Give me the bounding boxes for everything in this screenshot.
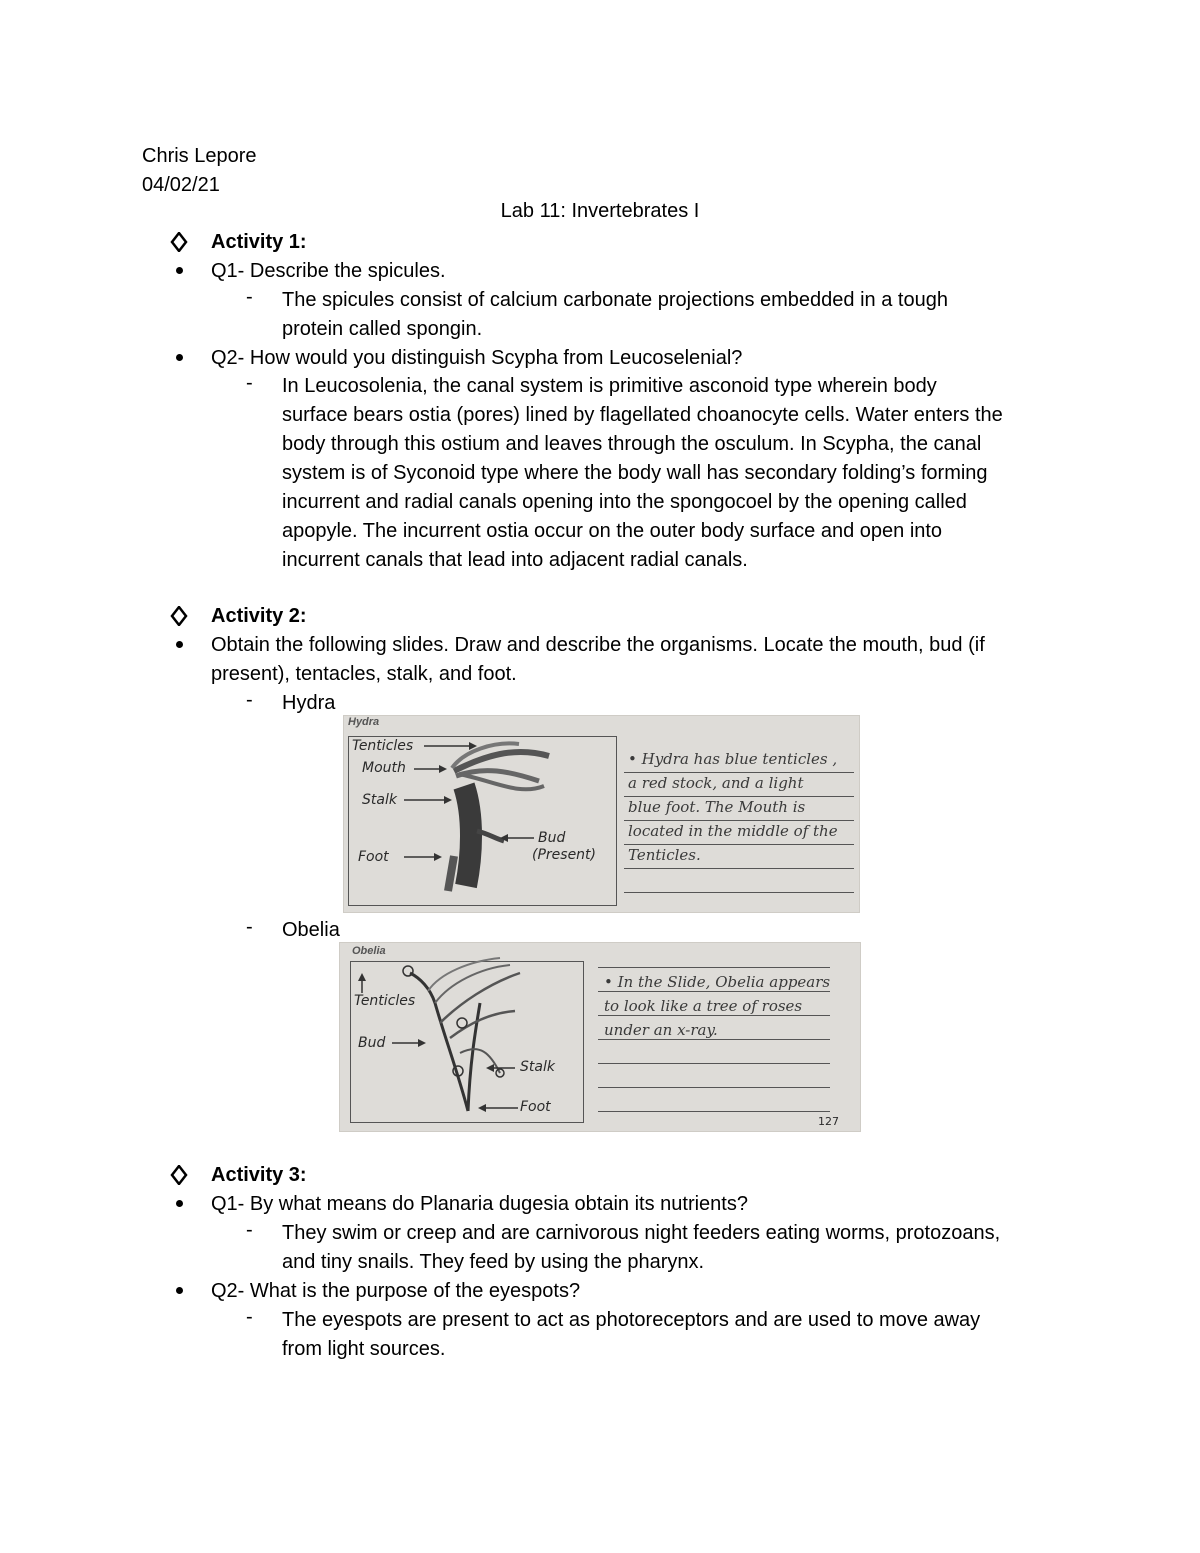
obelia-stalk-label: Stalk: [520, 1059, 555, 1075]
activity3-q2: Q2- What is the purpose of the eyespots?: [211, 1280, 581, 1302]
note-rule: [598, 1111, 830, 1112]
activity1-heading: Activity 1:: [211, 231, 307, 253]
dash-icon: -: [246, 286, 253, 308]
activity3-a2-line2: from light sources.: [282, 1338, 446, 1360]
obelia-note-line2: to look like a tree of roses: [604, 997, 803, 1015]
note-rule: [624, 892, 854, 893]
obelia-note-line1: • In the Slide, Obelia appears: [604, 973, 831, 991]
activity3-a1-line2: and tiny snails. They feed by using the pharynx.: [282, 1251, 705, 1273]
activity2-heading: Activity 2:: [211, 605, 307, 627]
obelia-note-line3: under an x-ray.: [604, 1021, 718, 1039]
dash-icon: -: [246, 916, 253, 938]
activity1-a2-line5: incurrent and radial canals opening into the spongocoel by the opening called: [282, 491, 967, 513]
dash-icon: -: [246, 1219, 253, 1241]
activity1-a2-line4: system is of Syconoid type where the body wall has secondary folding’s forming: [282, 462, 988, 484]
activity1-q2: Q2- How would you distinguish Scypha from Leucoselenial?: [211, 347, 743, 369]
hydra-figure-label: Hydra: [348, 716, 380, 728]
hydra-list-item: Hydra: [282, 692, 336, 714]
note-rule: [624, 868, 854, 869]
document-title: Lab 11: Invertebrates I: [500, 200, 700, 222]
activity1-a2-line2: surface bears ostia (pores) lined by flagellated choanocyte cells. Water enters the: [282, 404, 1003, 426]
hydra-note-line3: blue foot. The Mouth is: [628, 798, 806, 816]
note-rule: [598, 967, 830, 968]
hydra-stalk-label: Stalk: [362, 792, 397, 808]
hydra-note-line1: • Hydra has blue tenticles ,: [628, 750, 838, 768]
activity1-a2-line1: In Leucosolenia, the canal system is primitive asconoid type wherein body: [282, 375, 937, 397]
diamond-icon: [170, 606, 188, 626]
note-rule: [624, 844, 854, 845]
hydra-bud-note: (Present): [532, 847, 597, 863]
note-rule: [598, 1063, 830, 1064]
hydra-bud-label: Bud: [538, 830, 566, 846]
activity3-heading: Activity 3:: [211, 1164, 307, 1186]
activity3-q1: Q1- By what means do Planaria dugesia obtain its nutrients?: [211, 1193, 748, 1215]
activity1-q1: Q1- Describe the spicules.: [211, 260, 446, 282]
note-rule: [598, 1015, 830, 1016]
obelia-tentacles-label: Tenticles: [354, 993, 416, 1009]
note-rule: [598, 1039, 830, 1040]
activity1-a2-line7: incurrent canals that lead into adjacent radial canals.: [282, 549, 748, 571]
hydra-foot-label: Foot: [358, 849, 389, 865]
diamond-icon: [170, 1165, 188, 1185]
activity1-a2-line3: body through this ostium and leaves through the osculum. In Scypha, the canal: [282, 433, 982, 455]
activity1-a2-line6: apopyle. The incurrent ostia occur on the outer body surface and open into: [282, 520, 943, 542]
note-rule: [624, 772, 854, 773]
obelia-drawing: [340, 943, 860, 1131]
activity1-a1-line1: The spicules consist of calcium carbonate projections embedded in a tough: [282, 289, 948, 311]
bullet-icon: [176, 1200, 183, 1207]
activity2-prompt-line2: present), tentacles, stalk, and foot.: [211, 663, 517, 685]
obelia-foot-label: Foot: [520, 1099, 551, 1115]
hydra-note-line2: a red stock, and a light: [628, 774, 804, 792]
activity3-a2-line1: The eyespots are present to act as photoreceptors and are used to move away: [282, 1309, 981, 1331]
activity2-prompt-line1: Obtain the following slides. Draw and describe the organisms. Locate the mouth, bud (if: [211, 634, 985, 656]
obelia-figure: [339, 942, 861, 1132]
activity1-a1-line2: protein called spongin.: [282, 318, 483, 340]
document-date: 04/02/21: [142, 174, 220, 196]
note-rule: [598, 991, 830, 992]
hydra-tentacles-label: Tenticles: [352, 738, 414, 754]
obelia-bud-label: Bud: [358, 1035, 386, 1051]
hydra-figure: [343, 715, 860, 913]
bullet-icon: [176, 641, 183, 648]
dash-icon: -: [246, 689, 253, 711]
note-rule: [624, 820, 854, 821]
obelia-figure-label: Obelia: [352, 945, 386, 957]
hydra-mouth-label: Mouth: [362, 760, 406, 776]
bullet-icon: [176, 267, 183, 274]
dash-icon: -: [246, 1306, 253, 1328]
diamond-icon: [170, 232, 188, 252]
obelia-list-item: Obelia: [282, 919, 340, 941]
page-number: 127: [818, 1115, 839, 1128]
note-rule: [598, 1087, 830, 1088]
dash-icon: -: [246, 372, 253, 394]
author-name: Chris Lepore: [142, 145, 257, 167]
hydra-note-line4: located in the middle of the: [628, 822, 838, 840]
activity3-a1-line1: They swim or creep and are carnivorous night feeders eating worms, protozoans,: [282, 1222, 1001, 1244]
note-rule: [624, 796, 854, 797]
bullet-icon: [176, 1287, 183, 1294]
bullet-icon: [176, 354, 183, 361]
hydra-note-line5: Tenticles.: [628, 846, 701, 864]
